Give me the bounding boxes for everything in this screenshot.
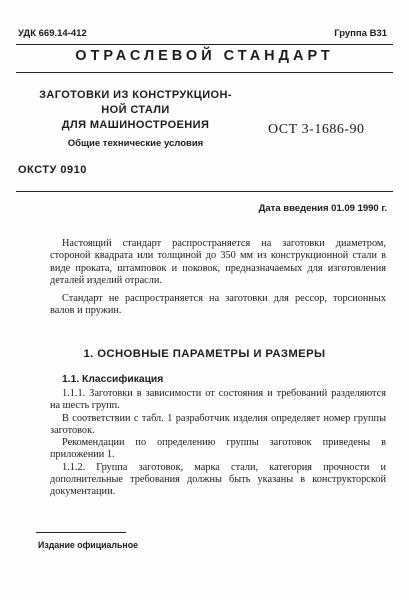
standard-type: ОТРАСЛЕВОЙ СТАНДАРТ — [75, 48, 334, 64]
effective-date: Дата введения 01.09 1990 г. — [258, 203, 387, 214]
title-line-3: ДЛЯ МАШИНОСТРОЕНИЯ — [61, 119, 210, 131]
title-line-2: НОЙ СТАЛИ — [101, 104, 170, 116]
top-rule — [16, 44, 393, 45]
section-text — [50, 388, 386, 499]
intro-paragraph-1: Настоящий стандарт распространяется на заготовки диаметром, стороной квадрата или толщиной до 350 мм из конструкционной стали в виде проката, штамповок и поковок, предназначаемых для изготовления деталей изделий отрасли. — [50, 238, 386, 286]
title-rule — [16, 72, 393, 73]
subsection-heading: 1.1. Классификация — [62, 374, 164, 385]
edition-note: Издание официальное — [38, 540, 138, 550]
header-bottom-rule — [16, 191, 393, 192]
intro-paragraph-2: Стандарт не распространяется на заготовки для рессор, торсионных валов и пружин. — [50, 293, 386, 317]
group-code: Группа В31 — [334, 28, 387, 39]
section-paragraph-2: В соответствии с табл. 1 разработчик изделия определяет номер группы заготовок. — [50, 412, 386, 436]
section-paragraph-3: Рекомендации по определению группы заготовок приведены в приложении 1. — [50, 437, 386, 461]
udk-code: УДК 669.14-412 — [18, 28, 87, 39]
footer-rule — [36, 532, 126, 533]
document-title — [18, 88, 253, 133]
section-paragraph-1: 1.1.1. Заготовки в зависимости от состояния и требований разделяются на шесть групп. — [50, 388, 386, 412]
title-line-1: ЗАГОТОВКИ ИЗ КОНСТРУКЦИОН- — [39, 89, 232, 101]
standard-designation: ОСТ 3-1686-90 — [268, 122, 365, 137]
section-paragraph-4: 1.1.2. Группа заготовок, марка стали, категория прочности и дополнительные требования должны быть указаны в конструкторской документации. — [50, 461, 386, 498]
okstu-code: ОКСТУ 0910 — [18, 164, 87, 176]
intro-text — [50, 238, 386, 318]
document-subtitle: Общие технические условия — [67, 138, 204, 149]
section-heading: 1. ОСНОВНЫЕ ПАРАМЕТРЫ И РАЗМЕРЫ — [83, 348, 326, 360]
